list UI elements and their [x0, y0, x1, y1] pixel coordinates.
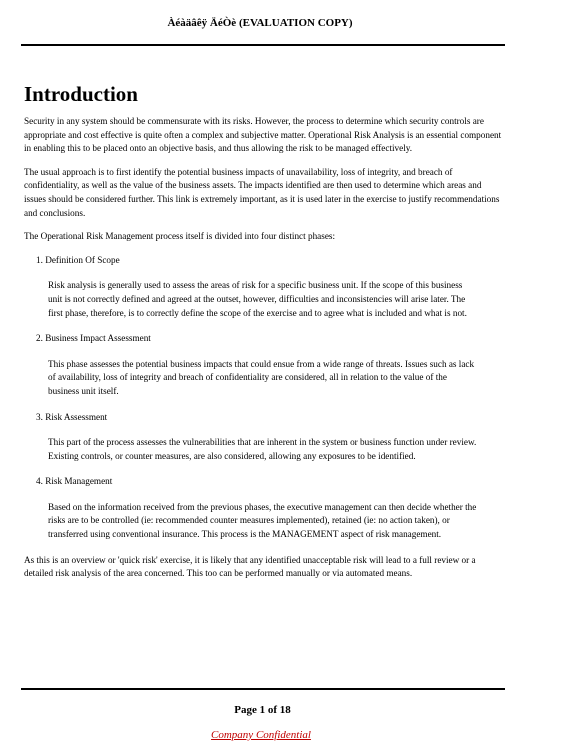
- approach-paragraph: The usual approach is to first identify the potential business impacts of unavailability, loss of integrity, and breach of confidentiality, as well as the value of the business assets. The impacts identified are then used to determine which areas and issues should be considered further. This link is extremely important, as it is used later in the exercise to justify recommendations and conclusions.: [24, 166, 500, 218]
- confidential-label: Company Confidential: [211, 729, 311, 741]
- phase-title-2: 2. Business Impact Assessment: [36, 333, 151, 344]
- phase-title-3: 3. Risk Assessment: [36, 411, 108, 422]
- phase-title-1: 1. Definition Of Scope: [36, 254, 120, 265]
- document-header: Àéàäâêÿ ÄéÒè (EVALUATION COPY): [167, 17, 353, 29]
- closing-paragraph: As this is an overview or 'quick risk' exercise, it is likely that any identified unacceptable risk will lead to a full review or a detailed risk analysis of the area concerned. This too can be performed manually or via automated means.: [24, 554, 476, 579]
- phase-title-4: 4. Risk Management: [36, 476, 113, 487]
- phase-text-3: This part of the process assesses the vulnerabilities that are inherent in the system or business function under review. Existing controls, or counter measures, are also considered, allowing any exposures to be identified.: [48, 437, 477, 461]
- page-number: Page 1 of 18: [234, 704, 291, 716]
- phase-text-4: Based on the information received from the previous phases, the executive management can then decide whether the risks are to be controlled (ie: recommended counter measures implemented), retained (ie: no action taken), or transferred using conventional insurance. This process is the MANAGEMENT aspect of risk management.: [48, 501, 477, 540]
- phase-text-1: Risk analysis is generally used to assess the areas of risk for a specific business unit. If the scope of this business unit is not correctly defined and agreed at the outset, however, difficulties and inconsistencies will arise later. The first phase, therefore, is to correctly define the scope of the exercise and to agree what is included and what is not.: [48, 280, 467, 318]
- intro-paragraph: Security in any system should be commensurate with its risks. However, the process to determine which security controls are appropriate and cost effective is quite often a complex and subjective matter. Operational Risk Analysis is an essential component in enabling this to be placed onto an objective basis, and thus allowing the risk to be managed effectively.: [24, 116, 502, 154]
- footer-rule: [21, 688, 505, 690]
- header-rule: [21, 44, 505, 46]
- document-body: [24, 115, 502, 591]
- phases-intro-paragraph: The Operational Risk Management process itself is divided into four distinct phases:: [24, 231, 336, 242]
- page-title: Introduction: [24, 82, 138, 106]
- phase-text-2: This phase assesses the potential business impacts that could ensue from a wide range of threats. Issues such as lack of availability, loss of integrity and breach of confidentiality are considered, all in relation to the value of the business unit itself.: [48, 358, 475, 396]
